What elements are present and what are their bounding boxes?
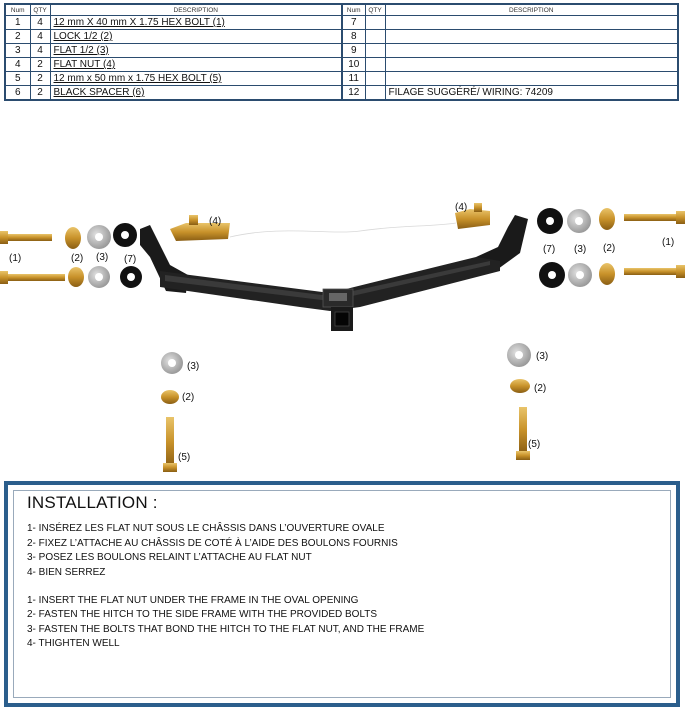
label-bolt-bottom-right: (5) <box>528 439 541 450</box>
header-qty: QTY <box>365 5 385 16</box>
parts-table <box>4 3 679 101</box>
header-qty: QTY <box>30 5 50 16</box>
label-flat-left: (3) <box>96 252 109 263</box>
row-num: 6 <box>6 86 30 100</box>
parts-table-right-grid <box>343 5 677 99</box>
label-flat-bottom-left: (3) <box>187 361 200 372</box>
lock-washer-right-lower <box>599 263 615 285</box>
row-description: LOCK 1/2 (2) <box>50 30 341 44</box>
table-row <box>343 16 677 30</box>
table-header-row <box>343 5 677 16</box>
row-num: 11 <box>343 72 365 86</box>
row-description <box>385 72 677 86</box>
row-num: 10 <box>343 58 365 72</box>
row-qty: 2 <box>30 86 50 100</box>
label-spacer-right: (7) <box>543 244 556 255</box>
row-qty: 2 <box>30 58 50 72</box>
table-row <box>343 72 677 86</box>
french-step-1: 1- INSÉREZ LES FLAT NUT SOUS LE CHÂSSIS DANS L’OUVERTURE OVALE <box>27 523 385 534</box>
english-step-4: 4- THIGHTEN WELL <box>27 638 120 649</box>
exploded-parts-diagram <box>0 195 685 480</box>
header-num: Num <box>343 5 365 16</box>
table-row <box>6 44 341 58</box>
row-description: BLACK SPACER (6) <box>53 87 145 98</box>
french-step-3: 3- POSEZ LES BOULONS RELAINT L’ATTACHE AU FLAT NUT <box>27 552 312 563</box>
table-row <box>343 58 677 72</box>
label-flat-nut-left: (4) <box>209 216 222 227</box>
row-num: 9 <box>343 44 365 58</box>
bolt-bottom-left <box>163 417 177 472</box>
label-bolt-bottom-left: (5) <box>178 452 191 463</box>
lock-washer-left-upper <box>65 227 81 249</box>
table-header-row <box>6 5 341 16</box>
row-qty: 4 <box>30 16 50 30</box>
label-flat-right: (3) <box>574 244 587 255</box>
row-qty: 4 <box>30 44 50 58</box>
row-description: FLAT NUT (4) <box>50 58 341 72</box>
bolt-bottom-right <box>516 407 530 460</box>
row-qty <box>365 30 385 44</box>
table-row <box>343 86 677 100</box>
installation-title: INSTALLATION : <box>27 493 158 512</box>
hitch-illustration <box>0 195 685 480</box>
row-num: 12 <box>343 86 365 100</box>
row-description <box>385 58 677 72</box>
label-lock-left: (2) <box>71 253 84 264</box>
installation-inner-frame <box>13 490 671 698</box>
row-num: 7 <box>343 16 365 30</box>
label-flat-nut-right: (4) <box>455 202 468 213</box>
french-step-4: 4- BIEN SERREZ <box>27 567 106 578</box>
english-step-2: 2- FASTEN THE HITCH TO THE SIDE FRAME WITH THE PROVIDED BOLTS <box>27 609 378 620</box>
row-description: FLAT 1/2 (3) <box>50 44 341 58</box>
table-row <box>6 30 341 44</box>
parts-table-left <box>6 5 343 99</box>
label-lock-bottom-left: (2) <box>182 392 195 403</box>
table-row <box>6 58 341 72</box>
english-step-1: 1- INSERT THE FLAT NUT UNDER THE FRAME IN THE OVAL OPENING <box>27 595 359 606</box>
row-qty <box>365 16 385 30</box>
bolt-right-lower <box>624 265 685 278</box>
header-description: DESCRIPTION <box>50 5 341 16</box>
label-bolt-right: (1) <box>662 237 675 248</box>
bolt-left-upper <box>0 231 52 244</box>
table-row <box>6 86 341 100</box>
row-qty <box>365 44 385 58</box>
row-description: FILAGE SUGGÉRÉ/ WIRING: 74209 <box>388 87 553 98</box>
row-qty <box>365 86 385 100</box>
bolt-right-upper <box>624 211 685 224</box>
header-num: Num <box>6 5 30 16</box>
english-step-3: 3- FASTEN THE BOLTS THAT BOND THE HITCH TO THE FLAT NUT, AND THE FRAME <box>27 624 425 635</box>
french-step-2: 2- FIXEZ L’ATTACHE AU CHÂSSIS DE COTÉ À L’AIDE DES BOULONS FOURNIS <box>27 538 398 549</box>
label-spacer-left: (7) <box>124 254 137 265</box>
row-description <box>385 16 677 30</box>
row-description: 12 mm X 40 mm X 1.75 HEX BOLT (1) <box>50 16 341 30</box>
row-description <box>385 30 677 44</box>
label-flat-bottom-right: (3) <box>536 351 549 362</box>
lock-washer-bottom-left <box>161 390 179 404</box>
lock-washer-left-lower <box>68 267 84 287</box>
row-qty: 2 <box>30 72 50 86</box>
row-qty: 4 <box>30 30 50 44</box>
label-lock-bottom-right: (2) <box>534 383 547 394</box>
row-num: 1 <box>6 16 30 30</box>
row-num: 5 <box>6 72 30 86</box>
bolt-left-lower <box>0 271 65 284</box>
row-qty <box>365 72 385 86</box>
table-row <box>343 44 677 58</box>
row-num: 2 <box>6 30 30 44</box>
table-row <box>6 16 341 30</box>
parts-table-right <box>343 5 677 99</box>
table-row <box>343 30 677 44</box>
label-bolt-left: (1) <box>9 253 22 264</box>
row-num: 4 <box>6 58 30 72</box>
parts-table-left-grid <box>6 5 341 99</box>
label-lock-right: (2) <box>603 243 616 254</box>
header-description: DESCRIPTION <box>385 5 677 16</box>
row-description: 12 mm x 50 mm x 1.75 HEX BOLT (5) <box>50 72 341 86</box>
row-num: 8 <box>343 30 365 44</box>
row-description <box>385 44 677 58</box>
table-row <box>6 72 341 86</box>
row-qty <box>365 58 385 72</box>
row-num: 3 <box>6 44 30 58</box>
lock-washer-right-upper <box>599 208 615 230</box>
installation-box <box>4 481 680 707</box>
lock-washer-bottom-right <box>510 379 530 393</box>
